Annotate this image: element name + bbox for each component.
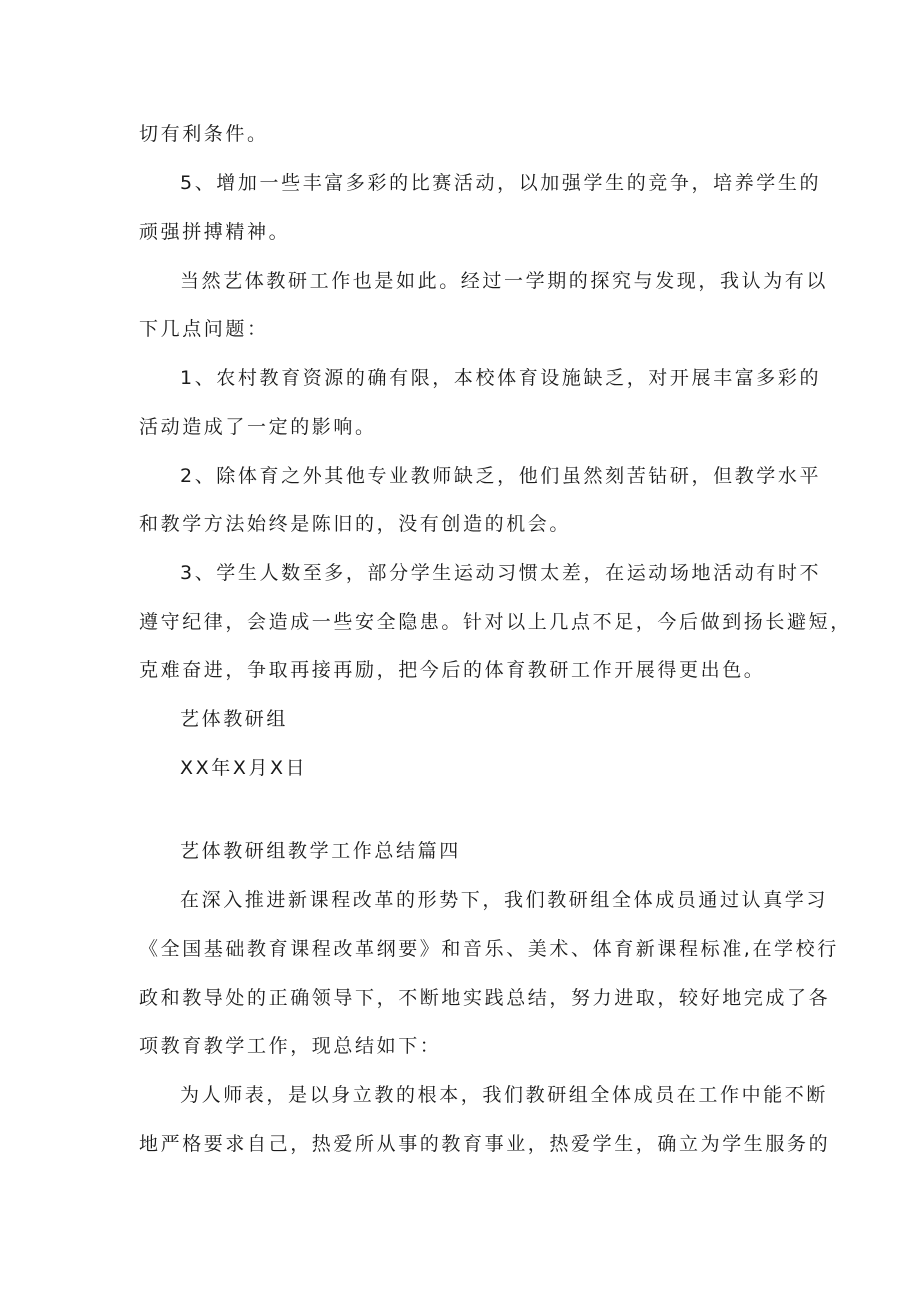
paragraph-line: 遵守纪律，会造成一些安全隐患。针对以上几点不足，今后做到扬长避短，: [139, 611, 852, 633]
paragraph-line: 下几点问题：: [139, 318, 269, 340]
paragraph-line: 《全国基础教育课程改革纲要》和音乐、美术、体育新课程标准,在学校行: [139, 938, 839, 960]
paragraph-line: 当然艺体教研工作也是如此。经过一学期的探究与发现，我认为有以: [180, 270, 829, 292]
paragraph-line: 活动造成了一定的影响。: [139, 416, 377, 438]
paragraph-line: 2、除体育之外其他专业教师缺乏，他们虽然刻苦钻研，但教学水平: [180, 465, 822, 487]
paragraph-line: 5、增加一些丰富多彩的比赛活动，以加强学生的竞争，培养学生的: [180, 172, 822, 194]
section-heading: 艺体教研组教学工作总结篇四: [180, 840, 461, 862]
paragraph-line: 切有利条件。: [139, 123, 269, 145]
paragraph-line: 顽强拼搏精神。: [139, 221, 291, 243]
signature-date: XX年X月X日: [180, 757, 308, 779]
paragraph-line: 克难奋进，争取再接再励，把今后的体育教研工作开展得更出色。: [139, 659, 766, 681]
paragraph-line: 1、农村教育资源的确有限，本校体育设施缺乏，对开展丰富多彩的: [180, 367, 822, 389]
paragraph-line: 和教学方法始终是陈旧的，没有创造的机会。: [139, 513, 572, 535]
paragraph-line: 为人师表，是以身立教的根本，我们教研组全体成员在工作中能不断: [180, 1084, 829, 1106]
paragraph-line: 项教育教学工作，现总结如下：: [139, 1035, 442, 1057]
paragraph-line: 在深入推进新课程改革的形势下，我们教研组全体成员通过认真学习: [180, 889, 829, 911]
signature-organization: 艺体教研组: [180, 708, 289, 730]
paragraph-line: 政和教导处的正确领导下，不断地实践总结，努力进取，较好地完成了各: [139, 987, 831, 1009]
paragraph-line: 3、学生人数至多，部分学生运动习惯太差，在运动场地活动有时不: [180, 562, 822, 584]
paragraph-line: 地严格要求自己，热爱所从事的教育事业，热爱学生，确立为学生服务的: [139, 1133, 831, 1155]
